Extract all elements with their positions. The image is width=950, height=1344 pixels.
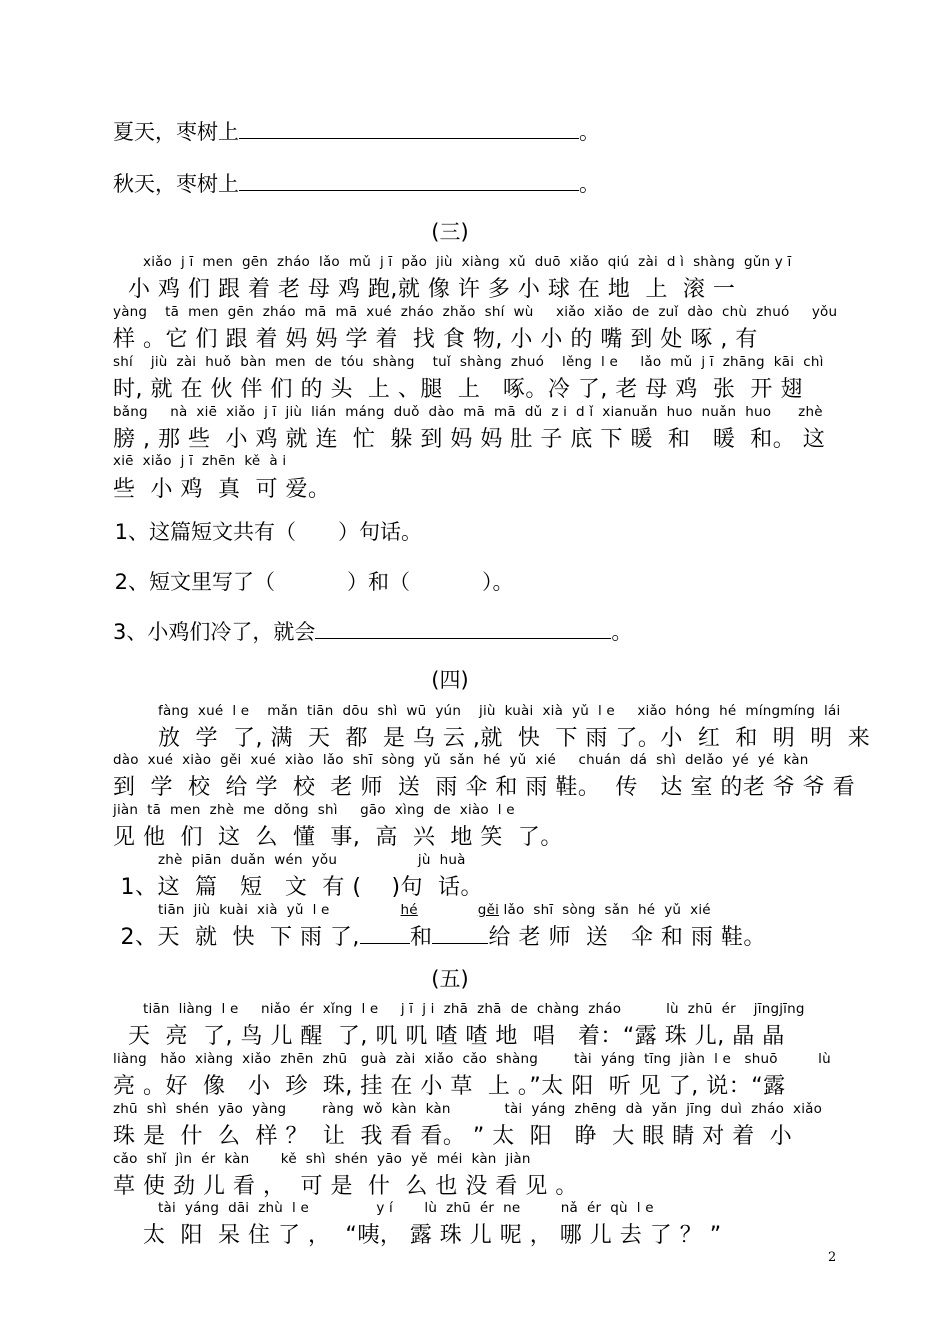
pinyin-line: xiē xiǎo j ī zhēn kě à i (113, 453, 287, 469)
question-3-1 (108, 516, 422, 546)
text-line: 样 。它 们 跟 着 妈 妈 学 着 找 食 物, 小 小 的 嘴 到 处 啄 , 有 (113, 327, 758, 352)
pinyin-line: tiān liàng l e niǎo ér xǐng l e j ī j i zhā zhā de chàng zháo lù zhū ér jīngjīng (143, 1001, 805, 1017)
pinyin-line: tài yáng dāi zhù l e y í lù zhū ér ne nǎ ér qù l e (158, 1200, 654, 1216)
pinyin-line: xiǎo j ī men gēn zháo lǎo mǔ j ī pǎo jiù xiàng xǔ duō xiǎo qiú zài d ì shàng gǔn y ī (143, 254, 792, 270)
answer-blank[interactable] (360, 922, 410, 944)
page-number: 2 (828, 1250, 837, 1265)
pinyin-line: zhū shì shén yāo yàng ràng wǒ kàn kàn tài yáng zhēng dà yǎn jīng duì zháo xiǎo (113, 1101, 823, 1117)
question-text: ）。 (482, 570, 514, 594)
pinyin-line: cǎo shǐ jìn ér kàn kě shì shén yāo yě méi kàn jiàn (113, 1151, 531, 1167)
question-4-2 (113, 920, 766, 951)
pinyin-line: yàng tā men gēn zháo mā mā xué zháo zhǎo shí wù xiǎo xiǎo de zuǐ dào chù zhuó yǒu (113, 304, 838, 320)
text-line: 到 学 校 给 学 校 老 师 送 雨 伞 和 雨 鞋。 传 达 室 的老 爷 爷 看 (113, 775, 856, 800)
pinyin-line: dào xué xiào gěi xué xiào lǎo shī sòng yǔ sǎn hé yǔ xié chuán dá shì delǎo yé yé kàn (113, 752, 809, 768)
section-title-5: (五) (431, 967, 469, 991)
question-text: 2、短文里写了（ (108, 570, 276, 594)
question-3-2 (108, 566, 514, 596)
pinyin-line: fàng xué l e mǎn tiān dōu shì wū yún jiù kuài xià yǔ l e xiǎo hóng hé míngmíng lái (158, 703, 841, 719)
pinyin-part: hé (400, 902, 418, 918)
text-line: 珠 是 什 么 样 ？ 让 我 看 看。 ” 太 阳 睁 大 眼 睛 对 着 小 (113, 1124, 793, 1149)
section-title-4: (四) (431, 668, 469, 692)
text-line: 时, 就 在 伙 伴 们 的 头 上 、腿 上 啄。冷 了, 老 母 鸡 张 开 翅 (113, 377, 803, 402)
answer-blank[interactable] (432, 922, 488, 944)
question-autumn (113, 168, 600, 198)
question-summer (113, 116, 600, 146)
pinyin-part: gěi (477, 902, 500, 918)
text-line: 放 学 了, 满 天 都 是 乌 云 ,就 快 下 雨 了。小 红 和 明 明 来 (158, 726, 871, 751)
text-line: 膀 , 那 些 小 鸡 就 连 忙 躲 到 妈 妈 肚 子 底 下 暖 和 暖 和。 这 (113, 427, 826, 452)
question-text: 2、天 就 快 下 雨 了, (113, 925, 360, 950)
question-text: ）和（ (347, 570, 411, 594)
question-summer-text: 夏天，枣树上 (113, 120, 239, 144)
question-text: 和 (409, 925, 433, 950)
pinyin-part: tiān jiù kuài xià yǔ l e (158, 902, 330, 918)
period: 。 (579, 120, 600, 144)
period: 。 (579, 172, 600, 196)
section-title-3: (三) (431, 220, 469, 244)
text-line: 亮 。好 像 小 珍 珠, 挂 在 小 草 上 。”太 阳 听 见 了, 说：“露 (113, 1074, 786, 1099)
question-text: 给 老 师 送 伞 和 雨 鞋。 (488, 925, 766, 950)
question-3-3 (113, 616, 632, 646)
answer-blank-autumn[interactable] (239, 169, 579, 191)
question-text: 3、小鸡们冷了，就会 (113, 620, 316, 644)
pinyin-line: bǎng nà xiē xiǎo j ī jiù lián máng duǒ dào mā mā dǔ z i d ǐ xianuǎn huo nuǎn huo zhè (113, 404, 823, 420)
answer-blank[interactable] (315, 617, 611, 639)
question-autumn-text: 秋天，枣树上 (113, 172, 239, 196)
pinyin-line: liàng hǎo xiàng xiǎo zhēn zhū guà zài xiǎo cǎo shàng tài yáng tīng jiàn l e shuō lù (113, 1051, 831, 1067)
question-text: 1、这篇短文共有（ (108, 520, 297, 544)
text-line: 太 阳 呆 住 了 ， “咦， 露 珠 儿 呢 ， 哪 儿 去 了 ？ ” (128, 1223, 722, 1248)
period: 。 (611, 620, 633, 644)
pinyin-line: zhè piān duǎn wén yǒu jù huà (158, 852, 466, 868)
question-4-1: 1、这 篇 短 文 有 ( )句 话。 (113, 875, 484, 900)
text-line: 见 他 们 这 么 懂 事, 高 兴 地 笑 了。 (113, 825, 563, 850)
pinyin-line (158, 902, 711, 918)
pinyin-line: jiàn tā men zhè me dǒng shì gāo xìng de xiào l e (113, 802, 515, 818)
answer-blank-summer[interactable] (239, 117, 579, 139)
pinyin-line: shí jiù zài huǒ bàn men de tóu shàng tuǐ shàng zhuó lěng l e lǎo mǔ j ī zhāng kāi chì (113, 354, 824, 370)
question-text: ）句话。 (338, 520, 423, 544)
text-line: 草 使 劲 儿 看 ， 可 是 什 么 也 没 看 见 。 (113, 1174, 578, 1199)
text-line: 些 小 鸡 真 可 爱。 (113, 477, 331, 502)
pinyin-part: lǎo shī sòng sǎn hé yǔ xié (499, 902, 711, 918)
text-line: 小 鸡 们 跟 着 老 母 鸡 跑,就 像 许 多 小 球 在 地 上 滚 一 (113, 277, 736, 302)
text-line: 天 亮 了, 鸟 儿 醒 了, 叽 叽 喳 喳 地 唱 着：“露 珠 儿, 晶 晶 (113, 1024, 785, 1049)
